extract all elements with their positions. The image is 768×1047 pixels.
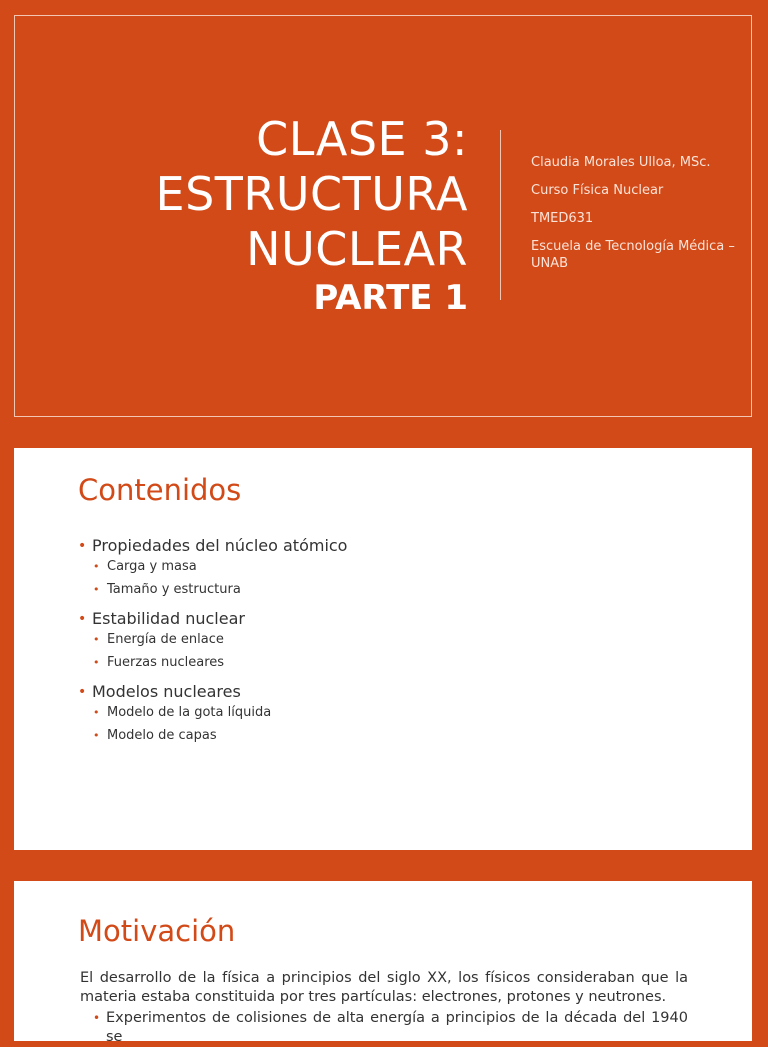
title-line-1: CLASE 3:	[256, 112, 468, 166]
section-label	[78, 682, 678, 702]
course-name: Curso Física Nuclear	[531, 183, 664, 198]
title-line-3: NUCLEAR	[246, 222, 468, 276]
subsection-item	[78, 702, 678, 725]
bullet-icon: •	[78, 611, 87, 627]
bullet-icon: •	[78, 684, 87, 700]
list-item	[78, 609, 678, 674]
subsection-text: Fuerzas nucleares	[107, 654, 225, 670]
contents-slide	[14, 448, 752, 850]
author-name: Claudia Morales Ulloa, MSc.	[531, 155, 711, 170]
subsection-item	[78, 652, 678, 675]
list-item	[78, 536, 678, 601]
subsection-item	[78, 629, 678, 652]
list-item	[78, 682, 678, 747]
contents-heading: Contenidos	[78, 473, 242, 507]
subsection-text: Carga y masa	[107, 559, 197, 574]
motivation-bullet	[93, 1009, 688, 1047]
motivation-slide	[14, 881, 752, 1045]
bullet-icon: •	[93, 1011, 101, 1025]
subsection-text: Modelo de capas	[107, 727, 217, 743]
section-text: Propiedades del núcleo atómico	[92, 536, 348, 555]
subsection-item	[78, 556, 678, 579]
motivation-paragraph: El desarrollo de la física a principios del siglo XX, los físicos consideraban que la materia estaba constituida por tres partículas: electrones, protones y neutrones.	[80, 970, 688, 1005]
course-code: TMED631	[531, 211, 594, 226]
bullet-icon: •	[93, 582, 100, 596]
bullet-icon: •	[93, 655, 100, 669]
subsection-item	[78, 725, 678, 748]
subsection-text: Energía de enlace	[107, 632, 224, 647]
bullet-icon: •	[78, 538, 87, 554]
slide-title	[28, 112, 468, 320]
title-subtitle: PARTE 1	[313, 278, 468, 318]
title-line-2: ESTRUCTURA	[155, 167, 468, 221]
bullet-icon: •	[93, 728, 100, 742]
subsection-text: Modelo de la gota líquida	[107, 705, 272, 720]
bullet-icon: •	[93, 560, 100, 573]
motivation-heading: Motivación	[78, 914, 236, 948]
vertical-divider	[500, 130, 501, 300]
title-slide	[0, 0, 768, 433]
bullet-icon: •	[93, 706, 100, 719]
subsection-item	[78, 579, 678, 602]
section-text: Modelos nucleares	[92, 682, 241, 701]
subsection-text: Tamaño y estructura	[107, 581, 241, 597]
section-label	[78, 609, 678, 629]
bullet-icon: •	[93, 633, 100, 646]
section-text: Estabilidad nuclear	[92, 609, 245, 628]
motivation-bullet-text: Experimentos de colisiones de alta energía a principios de la década del 1940 se	[106, 1010, 688, 1045]
author-info	[531, 154, 746, 283]
contents-list	[78, 536, 678, 755]
section-label	[78, 536, 678, 556]
institution: Escuela de Tecnología Médica – UNAB	[531, 239, 735, 271]
